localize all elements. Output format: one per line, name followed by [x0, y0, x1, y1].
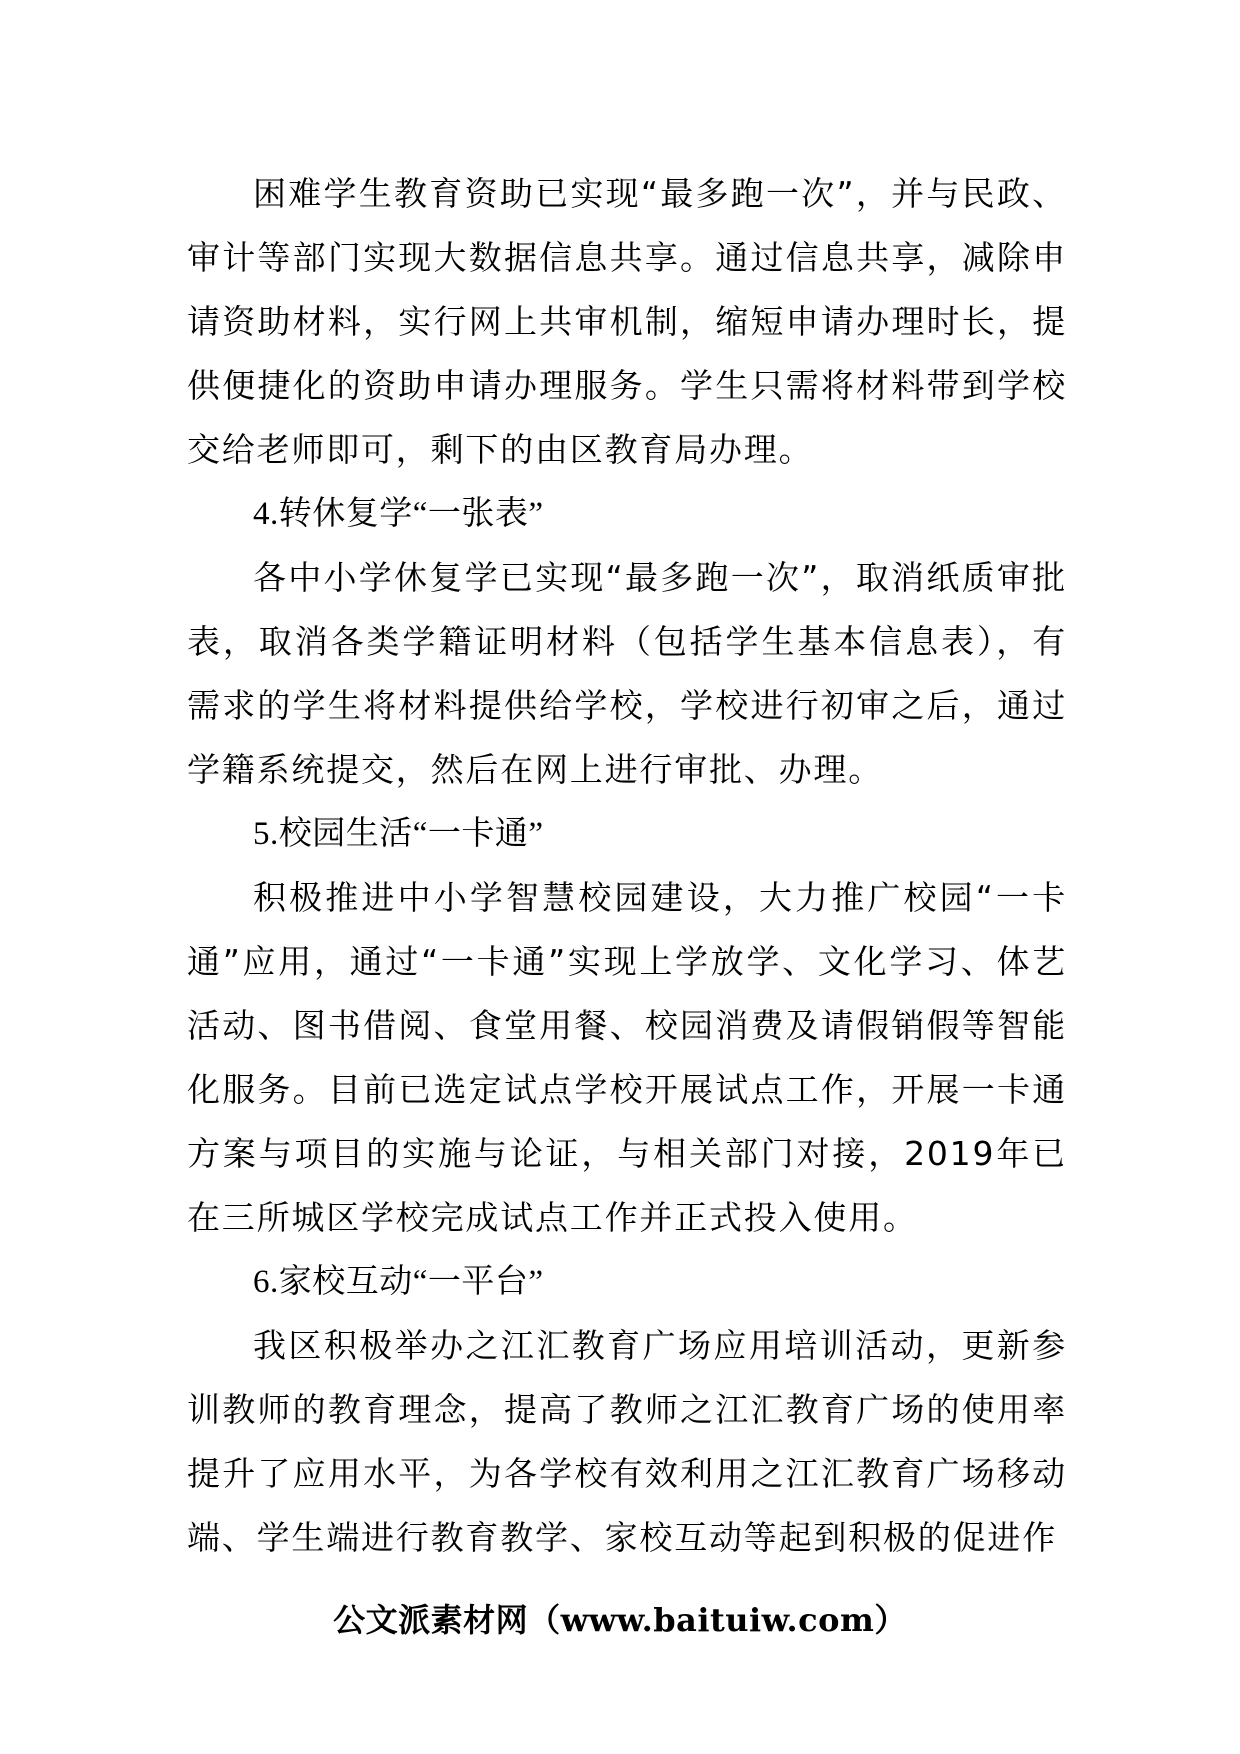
paragraph-home-school-platform: 我区积极举办之江汇教育广场应用培训活动，更新参训教师的教育理念，提高了教师之江汇教育广场的使用率提升了应用水平，为各学校有效利用之江汇教育广场移动端、学生端进行教育教学、家校互动等起到积极的促进作 [187, 1326, 1067, 1557]
section-heading-4: 4.转休复学“一张表” [253, 496, 544, 532]
footer-watermark-text: 公文派素材网（www.baituiw.com） [333, 1601, 907, 1639]
document-body [187, 162, 1067, 1570]
paragraph-education-aid: 困难学生教育资助已实现“最多跑一次”，并与民政、审计等部门实现大数据信息共享。通过信息共享，减除申请资助材料，实行网上共审机制，缩短申请办理时长，提供便捷化的资助申请办理服务。学生只需将材料带到学校交给老师即可，剩下的由区教育局办理。 [187, 174, 1067, 469]
section-heading-5: 5.校园生活“一卡通” [253, 816, 544, 852]
paragraph-campus-card: 积极推进中小学智慧校园建设，大力推广校园“一卡通”应用，通过“一卡通”实现上学放学、文化学习、体艺活动、图书借阅、食堂用餐、校园消费及请假销假等智能化服务。目前已选定试点学校开展试点工作，开展一卡通方案与项目的实施与论证，与相关部门对接，2019年已在三所城区学校完成试点工作并正式投入使用。 [187, 878, 1067, 1237]
paragraph-suspension-resumption: 各中小学休复学已实现“最多跑一次”，取消纸质审批表，取消各类学籍证明材料（包括学生基本信息表），有需求的学生将材料提供给学校，学校进行初审之后，通过学籍系统提交，然后在网上进行审批、办理。 [187, 558, 1067, 789]
section-heading-6: 6.家校互动“一平台” [253, 1264, 544, 1300]
